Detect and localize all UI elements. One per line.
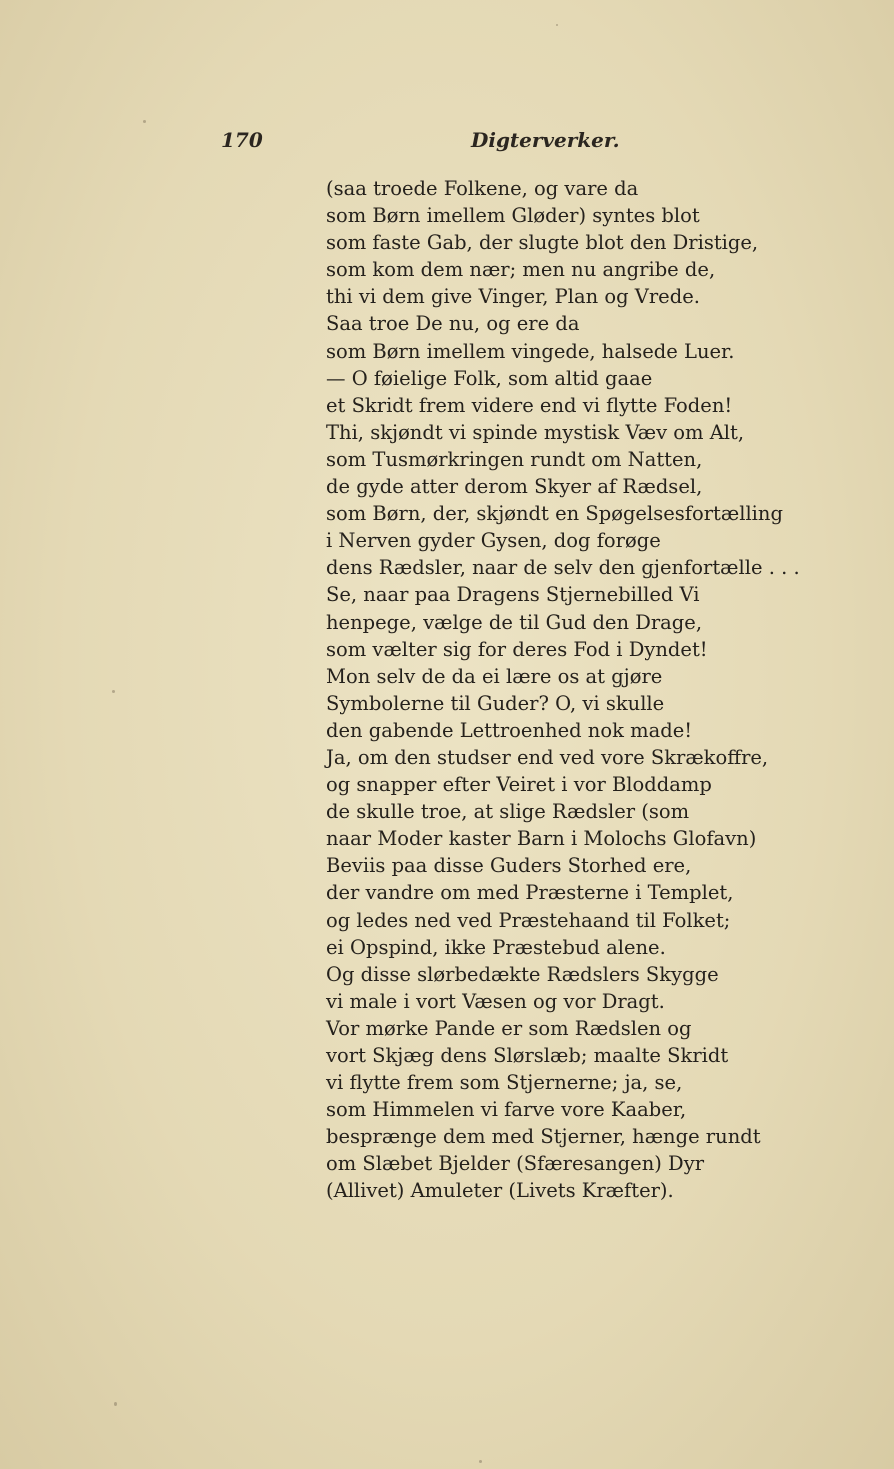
poem-line: — O føielige Folk, som altid gaae	[326, 366, 653, 390]
poem-text	[326, 175, 846, 1205]
paper-speck	[112, 690, 115, 693]
poem-line: Vor mørke Pande er som Rædslen og	[326, 1016, 692, 1040]
poem-line: et Skridt frem videre end vi flytte Foden!	[326, 393, 733, 417]
poem-line: som vælter sig for deres Fod i Dyndet!	[326, 637, 708, 661]
poem-line: ei Opspind, ikke Præstebud alene.	[326, 935, 666, 959]
poem-line: (Allivet) Amuleter (Livets Kræfter).	[326, 1179, 674, 1203]
paper-speck	[556, 24, 558, 26]
poem-line: naar Moder kaster Barn i Molochs Glofavn)	[326, 827, 757, 851]
poem-line: som kom dem nær; men nu angribe de,	[326, 258, 716, 282]
poem-line: om Slæbet Bjelder (Sfæresangen) Dyr	[326, 1152, 705, 1176]
page-number: 170	[221, 128, 263, 152]
paper-speck	[114, 1402, 117, 1406]
poem-line: den gabende Lettroenhed nok made!	[326, 718, 693, 742]
poem-line: som Børn imellem vingede, halsede Luer.	[326, 339, 735, 363]
poem-line: og ledes ned ved Præstehaand til Folket;	[326, 908, 731, 932]
poem-line: som Børn, der, skjøndt en Spøgelsesfortælling	[326, 502, 783, 526]
poem-line: (saa troede Folkene, og vare da	[326, 177, 639, 200]
poem-line: som Børn imellem Gløder) syntes blot	[326, 204, 700, 228]
poem-line: som Tusmørkringen rundt om Natten,	[326, 447, 703, 471]
poem-line: der vandre om med Præsterne i Templet,	[326, 881, 734, 905]
poem-line: vort Skjæg dens Slørslæb; maalte Skridt	[326, 1044, 729, 1067]
poem-line: Ja, om den studser end ved vore Skrækoffre,	[326, 745, 769, 769]
poem-line: Se, naar paa Dragens Stjernebilled Vi	[326, 583, 700, 607]
poem-line: som Himmelen vi farve vore Kaaber,	[326, 1098, 687, 1122]
paper-speck	[143, 120, 146, 123]
poem-line: og snapper efter Veiret i vor Bloddamp	[326, 773, 712, 797]
poem-line: besprænge dem med Stjerner, hænge rundt	[326, 1125, 761, 1149]
running-title: Digterverker.	[471, 128, 620, 152]
poem-line: Symbolerne til Guder? O, vi skulle	[326, 691, 665, 715]
poem-line: Mon selv de da ei lære os at gjøre	[326, 664, 663, 688]
poem-line: henpege, vælge de til Gud den Drage,	[326, 610, 703, 634]
poem-line: de skulle troe, at slige Rædsler (som	[326, 800, 690, 824]
poem-line: Thi, skjøndt vi spinde mystisk Væv om Alt,	[326, 420, 745, 444]
poem-line: de gyde atter derom Skyer af Rædsel,	[326, 475, 703, 499]
poem-line: thi vi dem give Vinger, Plan og Vrede.	[326, 285, 700, 309]
poem-line: vi flytte frem som Stjernerne; ja, se,	[326, 1071, 683, 1095]
poem-line: i Nerven gyder Gysen, dog forøge	[326, 529, 661, 553]
poem-line: som faste Gab, der slugte blot den Dristige,	[326, 231, 759, 255]
poem-line: Og disse slørbedækte Rædslers Skygge	[326, 962, 719, 986]
page-header	[0, 128, 894, 158]
paper-speck	[479, 1460, 482, 1463]
poem-line: Saa troe De nu, og ere da	[326, 312, 580, 336]
poem-line: Beviis paa disse Guders Storhed ere,	[326, 854, 692, 878]
poem-line: dens Rædsler, naar de selv den gjenfortælle . . .	[326, 556, 800, 580]
poem-line: vi male i vort Væsen og vor Dragt.	[326, 989, 665, 1013]
